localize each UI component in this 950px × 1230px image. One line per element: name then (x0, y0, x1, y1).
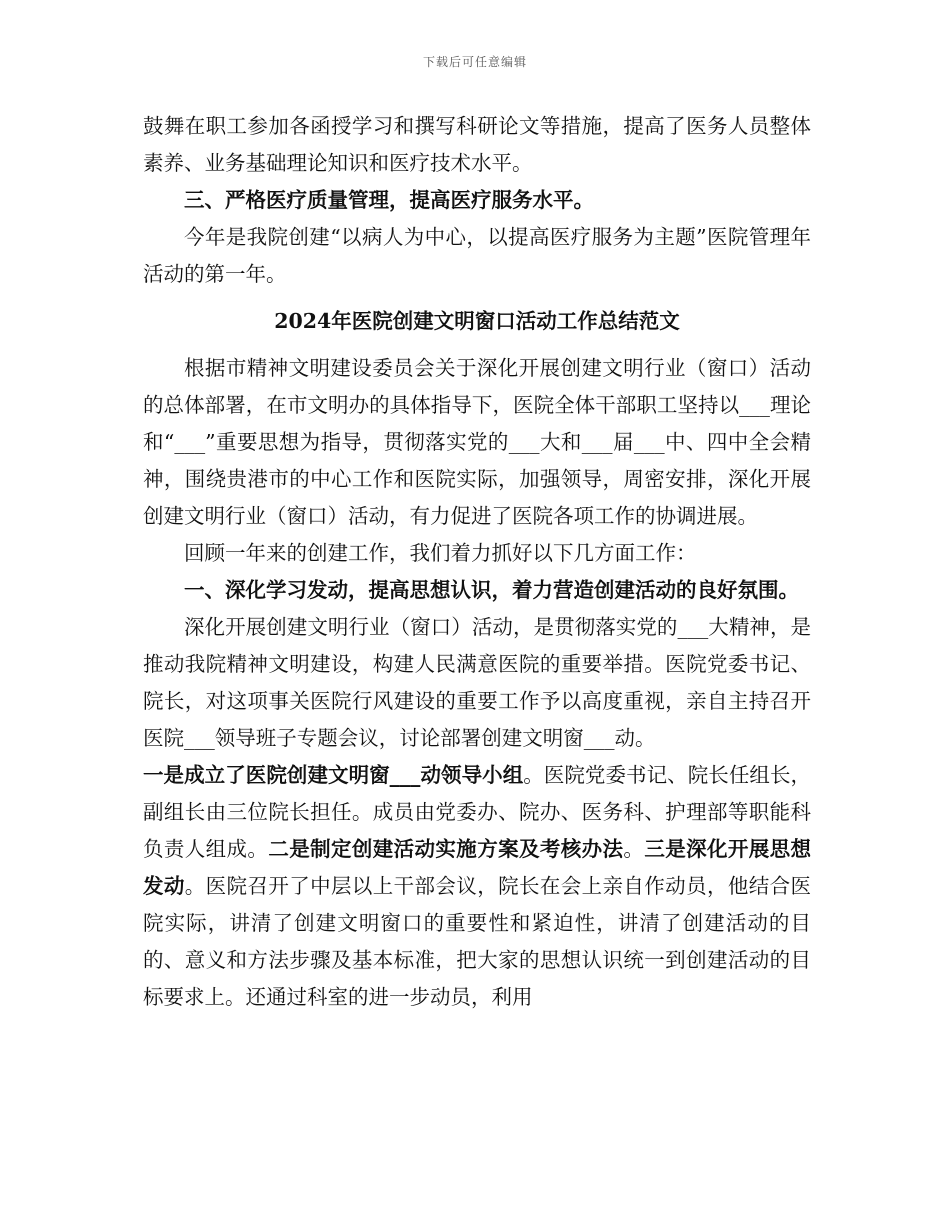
measure-three-bold: 三是深化开展思想发动 (143, 837, 812, 898)
measure-one-bold: 一是成立了医院创建文明窗___动领导小组 (143, 763, 524, 787)
paragraph-intro: 根据市精神文明建设委员会关于深化开展创建文明行业（窗口）活动的总体部署，在市文明办的具体指导下，医院全体干部职工坚持以___理论和“___”重要思想为指导，贯彻落实党的___大和___届___中、四中全会精神，围绕贵港市的中心工作和医院实际，加强领导，周密安排，深化开展创建文明行业（窗口）活动，有力促进了医院各项工作的协调进展。 (143, 356, 811, 528)
paragraph-management-year: 今年是我院创建“以病人为中心，以提高医疗服务为主题”医院管理年活动的第一年。 (143, 225, 811, 286)
measure-one-text: 。医院党委书记、院长任组长，副组长由三位院长担任。成员由党委办、院办、医务科、护理部等职能科负责人组成。 (143, 763, 811, 861)
paragraph-study-mobilize: 深化开展创建文明行业（窗口）活动，是贯彻落实党的___大精神，是推动我院精神文明建设，构建人民满意医院的重要举措。医院党委书记、院长，对这项事关医院行风建设的重要工作予以高度重视，亲自主持召开医院___领导班子专题会议，讨论部署创建文明窗___动。 (143, 615, 811, 750)
document-title: 2024年医院创建文明窗口活动工作总结范文 (274, 309, 680, 333)
section-heading-3: 三、严格医疗质量管理，提高医疗服务水平。 (184, 188, 594, 212)
page-header: 下载后可任意编辑 (422, 55, 527, 69)
section-heading-1: 一、深化学习发动，提高思想认识，着力营造创建活动的良好氛围。 (184, 578, 799, 602)
measure-two-text: 。 (623, 837, 645, 861)
measure-two-bold: 二是制定创建活动实施方案及考核办法 (268, 837, 624, 861)
document-body (143, 108, 811, 1016)
paragraph-continuation: 鼓舞在职工参加各函授学习和撰写科研论文等措施，提高了医务人员整体素养、业务基础理论知识和医疗技术水平。 (143, 114, 811, 175)
paragraph-review: 回顾一年来的创建工作，我们着力抓好以下几方面工作： (184, 541, 697, 565)
paragraph-measures (143, 757, 811, 1016)
measure-three-text: 。医院召开了中层以上干部会议，院长在会上亲自作动员，他结合医院实际，讲清了创建文明窗口的重要性和紧迫性，讲清了创建活动的目的、意义和方法步骤及基本标准，把大家的思想认识统一到创建活动的目标要求上。还通过科室的进一步动员，利用 (143, 874, 812, 1009)
